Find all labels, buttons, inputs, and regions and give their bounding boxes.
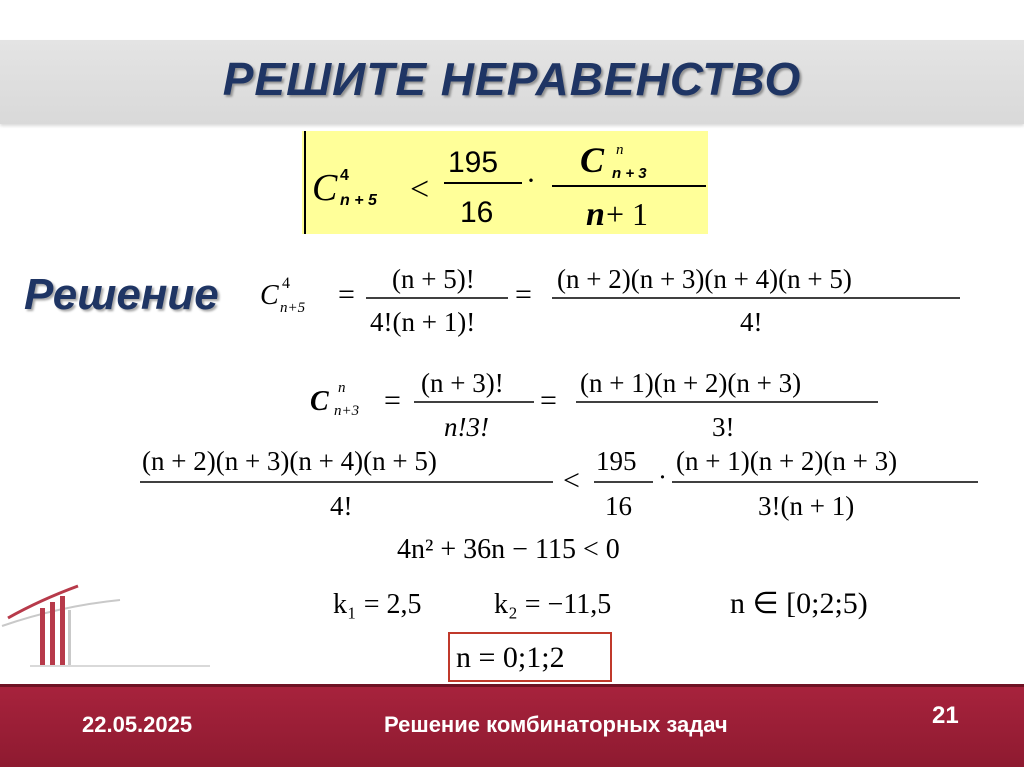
eq1-c: C — [260, 280, 279, 311]
inequality-c2: C — [580, 140, 605, 180]
eq3-right-num: (n + 1)(n + 2)(n + 3) — [676, 446, 898, 476]
inequality-c-upper: 4 — [340, 167, 349, 184]
eq3-right-den: 3!(n + 1) — [758, 491, 855, 521]
inequality-den2-rest: + 1 — [606, 196, 649, 232]
eq5-domain: n ∈ [0;2;5) — [730, 587, 868, 620]
eq1-eq: = — [338, 278, 355, 311]
eq2-frac2-num: (n + 1)(n + 2)(n + 3) — [580, 368, 802, 398]
eq2-c-lower: n+3 — [334, 403, 360, 419]
eq2-frac1-den: n!3! — [444, 412, 489, 442]
logo-icon — [0, 580, 230, 680]
eq2-frac2-den: 3! — [712, 412, 735, 442]
eq1-frac2-num: (n + 2)(n + 3)(n + 4)(n + 5) — [557, 264, 852, 294]
eq1-c-upper: 4 — [282, 275, 290, 292]
eq1-frac1-den: 4!(n + 1)! — [370, 307, 476, 337]
eq3-lt: < — [563, 464, 580, 497]
solution-label: Решение — [24, 270, 219, 319]
eq2-c-upper: n — [338, 380, 346, 396]
slide-title: РЕШИТЕ НЕРАВЕНСТВО — [222, 53, 802, 105]
eq5-k2: k₂ = −11,5 — [494, 589, 612, 620]
inequality-c: C — [312, 167, 338, 209]
inequality-c2-upper: n — [616, 142, 624, 158]
answer-text: n = 0;1;2 — [456, 641, 565, 674]
inequality-num: 195 — [448, 146, 499, 179]
eq3-mid-num: 195 — [596, 446, 637, 476]
eq2-c: C — [310, 386, 329, 417]
equation-2 — [310, 368, 878, 442]
eq3-dot: · — [658, 462, 667, 492]
footer-date: 22.05.2025 — [82, 712, 193, 737]
inequality-formula — [312, 140, 706, 233]
eq3-mid-den: 16 — [605, 491, 632, 521]
equation-1 — [260, 264, 960, 337]
eq1-eq2: = — [515, 278, 532, 311]
equation-5 — [333, 587, 868, 620]
eq2-frac1-num: (n + 3)! — [421, 368, 504, 398]
eq3-left-den: 4! — [330, 491, 353, 521]
page-number: 21 — [932, 702, 959, 729]
inequality-den: 16 — [460, 196, 494, 229]
eq3-left-num: (n + 2)(n + 3)(n + 4)(n + 5) — [142, 446, 437, 476]
footer-topic: Решение комбинаторных задач — [384, 712, 728, 737]
answer-box — [448, 632, 612, 682]
eq1-frac2-den: 4! — [740, 307, 763, 337]
eq1-frac1-num: (n + 5)! — [392, 264, 475, 294]
inequality-den2-n: n — [586, 196, 605, 233]
eq2-eq2: = — [540, 384, 557, 417]
equation-3 — [140, 446, 978, 521]
eq5-k1: k₁ = 2,5 — [333, 589, 422, 620]
inequality-c-lower: n + 5 — [340, 192, 377, 209]
equation-4: 4n² + 36n − 115 < 0 — [397, 534, 620, 565]
inequality-lt: < — [410, 171, 430, 208]
footer-stripe — [0, 684, 1024, 687]
inequality-c2-lower: n + 3 — [612, 165, 647, 182]
inequality-dot: · — [526, 164, 536, 197]
eq2-eq: = — [384, 384, 401, 417]
eq1-c-lower: n+5 — [280, 300, 306, 316]
